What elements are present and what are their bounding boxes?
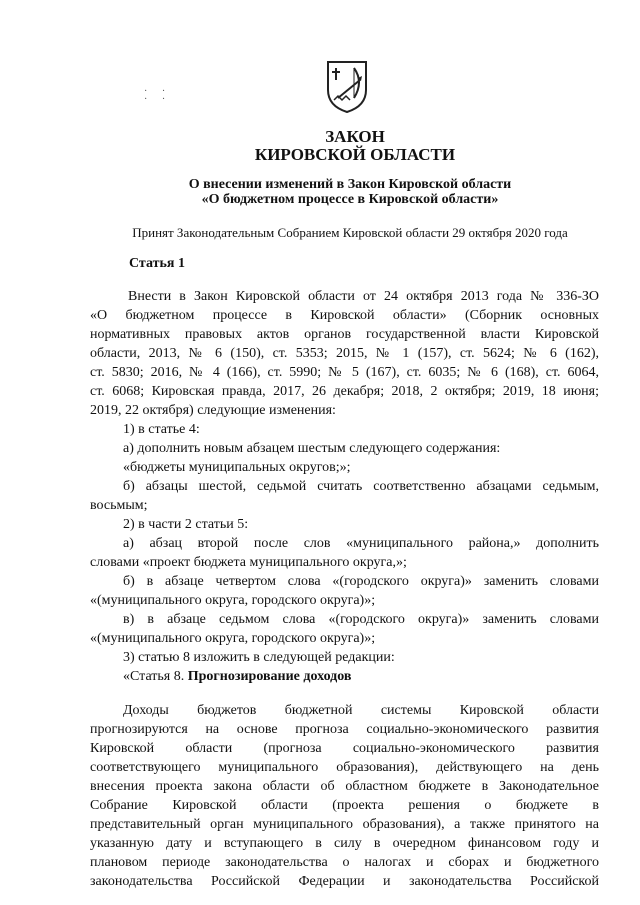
text-line: «бюджеты муниципальных округов;»; [123, 460, 351, 475]
scan-marks: · · · · [144, 86, 172, 105]
article8-label: «Статья 8. [123, 669, 185, 684]
article-heading: Статья 1 [129, 256, 185, 271]
body-line: плановом периоде законодательства о налогах и сборах и бюджетного [90, 855, 599, 870]
text-line: ст. 5830; 2016, № 4 (166), ст. 5990; № 5 (167), ст. 6035; № 6 (168), ст. 6064, [90, 365, 599, 380]
text-line: 2019, 22 октября) следующие изменения: [90, 403, 336, 418]
text-line: ст. 6068; Кировская правда, 2017, 26 декабря; 2018, 2 октября; 2019, 18 июня; [90, 384, 599, 399]
text-line: 3) статью 8 изложить в следующей редакции: [123, 650, 395, 665]
body-line: прогнозируются на основе прогноза социально-экономического развития [90, 722, 599, 737]
body-line: внесения проекта закона области об областном бюджете в Законодательное [90, 779, 599, 794]
law-region: КИРОВСКОЙ ОБЛАСТИ [254, 145, 456, 164]
text-line: «(муниципального округа, городского округа)»; [90, 593, 376, 608]
adoption-note: Принят Законодательным Собранием Кировской области 29 октября 2020 года [132, 225, 568, 240]
law-subtitle-line2: «О бюджетном процессе в Кировской области» [201, 192, 499, 207]
text-line: области, 2013, № 6 (150), ст. 5353; 2015, № 1 (157), ст. 5624; № 6 (162), [90, 346, 599, 361]
body-line: соответствующего муниципального образования), действующего на день [90, 760, 599, 775]
text-line [123, 669, 351, 685]
article8-title: Прогнозирование доходов [187, 669, 352, 684]
body-line: представительный орган муниципального образования), а также принятого на [90, 817, 599, 832]
text-line: «(муниципального округа, городского округа)»; [90, 631, 376, 646]
text-line: б) абзацы шестой, седьмой считать соответственно абзацами седьмым, [123, 479, 599, 494]
coat-of-arms-icon [324, 58, 370, 114]
text-line: б) в абзаце четвертом слова «(городского округа)» заменить словами [123, 574, 599, 589]
law-title: ЗАКОН [325, 127, 385, 146]
body-line: указанную дату и вступающего в силу в очередном финансовом году и [90, 836, 599, 851]
text-line: Внести в Закон Кировской области от 24 октября 2013 года № 336-ЗО [128, 289, 599, 304]
body-line: законодательства Российской Федерации и законодательства Российской [90, 874, 599, 889]
text-line: нормативных правовых актов органов государственной власти Кировской [90, 327, 599, 342]
text-line: словами «проект бюджета муниципального округа,»; [90, 555, 407, 570]
text-line: «О бюджетном процессе в Кировской области» (Сборник основных [90, 308, 599, 323]
body-line: Доходы бюджетов бюджетной системы Кировской области [123, 703, 599, 718]
text-line: восьмым; [90, 498, 148, 513]
text-line: 1) в статье 4: [123, 422, 200, 437]
law-subtitle-line1: О внесении изменений в Закон Кировской области [188, 177, 512, 192]
text-line: в) в абзаце седьмом слова «(городского округа)» заменить словами [123, 612, 599, 627]
text-line: а) дополнить новым абзацем шестым следующего содержания: [123, 441, 501, 456]
text-line: 2) в части 2 статьи 5: [123, 517, 249, 532]
body-line: Собрание Кировской области (проекта решения о бюджете в [90, 798, 599, 813]
text-line: а) абзац второй после слов «муниципального района,» дополнить [123, 536, 599, 551]
body-line: Кировской области (прогноза социально-экономического развития [90, 741, 599, 756]
